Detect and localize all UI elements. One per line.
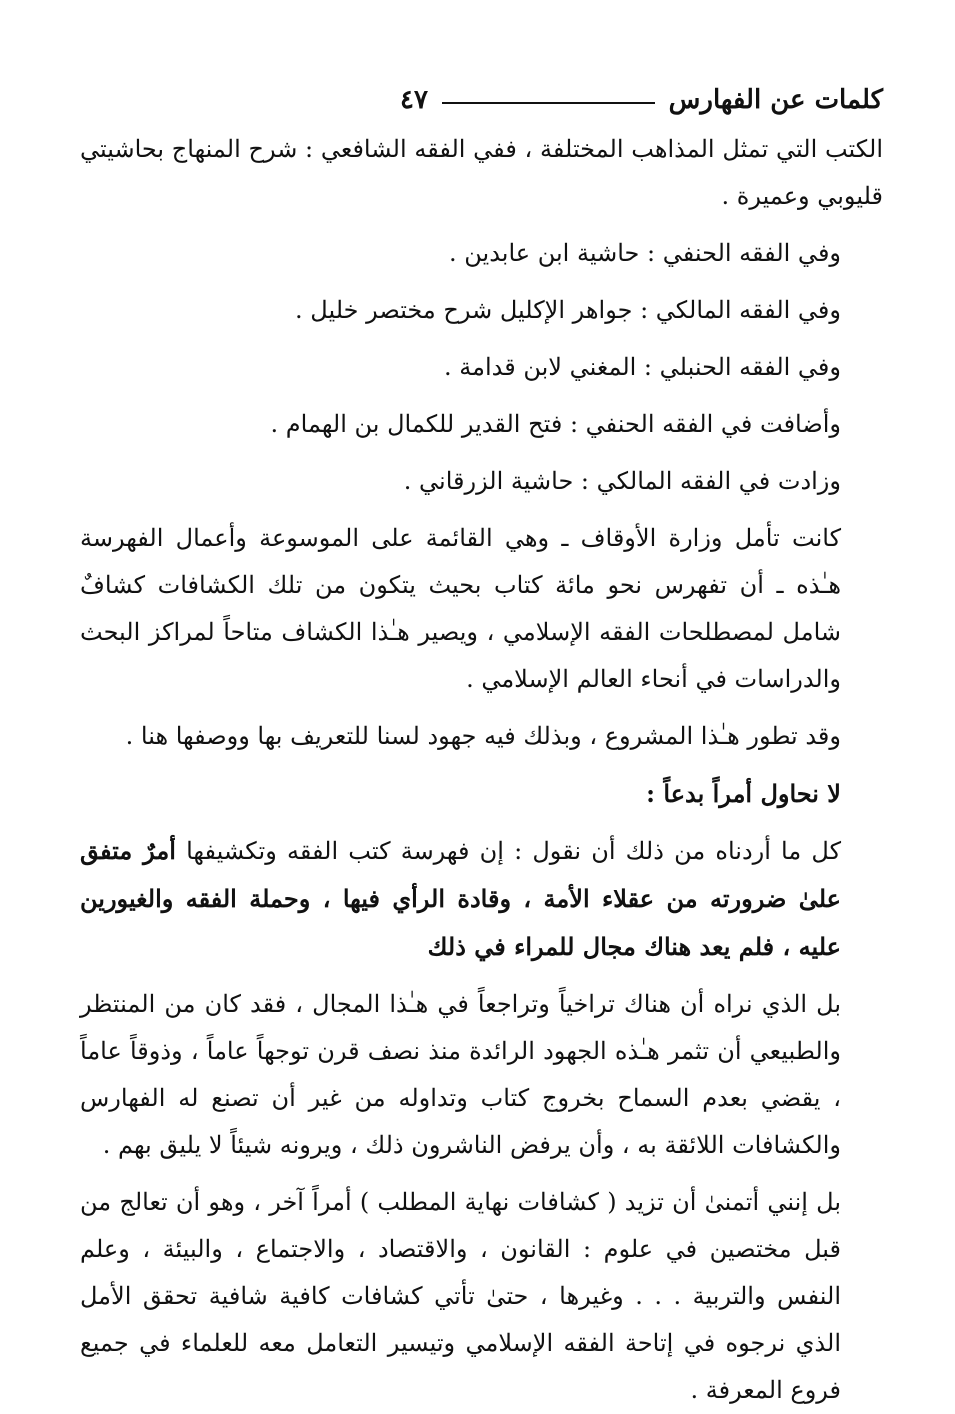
section-heading: لا نحاول أمراً بدعاً :: [646, 779, 841, 808]
running-title: كلمات عن الفهارس: [668, 85, 883, 115]
paragraph-ministry: كانت تأمل وزارة الأوقاف ـ وهي القائمة على الموسوعة وأعمال الفهرسة هـٰذه ـ أن تفهرس نحو مائة كتاب بحيث يتكون من تلك الكشافات كشافٌ شامل لمصطلحات الفقه الإسلامي ، ويصير هـٰذا الكشاف متاحاً لمراكز البحث والدراسات في أنحاء العالم الإسلامي .: [80, 524, 841, 693]
paragraph-indexing-regular: كل ما أردناه من ذلك أن نقول : إن فهرسة كتب الفقه وتكشيفها: [175, 837, 842, 865]
header-rule: [442, 102, 655, 104]
paragraph-maliki: وفي الفقه المالكي : جواهر الإكليل شرح مختصر خليل .: [295, 296, 841, 324]
paragraph-indexing-bold: أمرٌ متفق علىٰ ضرورته من عقلاء الأمة ، وقادة الرأي فيها ، وحملة الفقه والغيورين عليه ، فلم يعد هناك مجال للمراء في ذلك: [80, 836, 841, 961]
paragraph-added-maliki: وزادت في الفقه المالكي : حاشية الزرقاني .: [403, 467, 841, 495]
paragraph-decline: بل الذي نراه أن هناك تراخياً وتراجعاً في هـٰذا المجال ، فقد كان من المنتظر والطبيعي أن تثمر هـٰذه الجهود الرائدة منذ نصف قرن توجهاً عاماً ، وذوقاً عاماً ، يقضي بعدم السماح بخروج كتاب وتداوله من غير أن تصنع له الفهارس والكشافات اللائقة به ، وأن يرفض الناشرون ذلك ، ويرونه شيئاً لا يليق بهم .: [80, 990, 841, 1159]
paragraph-hanbali: وفي الفقه الحنبلي : المغني لابن قدامة .: [444, 353, 841, 381]
page-header: [80, 78, 883, 122]
paragraph-hanafi: وفي الفقه الحنفي : حاشية ابن عابدين .: [448, 239, 841, 267]
paragraph-1: الكتب التي تمثل المذاهب المختلفة ، ففي الفقه الشافعي : شرح المنهاج بحاشيتي قليوبي وعميرة .: [80, 135, 883, 210]
paragraph-added-hanafi: وأضافت في الفقه الحنفي : فتح القدير للكمال بن الهمام .: [270, 410, 841, 438]
paragraph-wish: بل إنني أتمنىٰ أن تزيد ( كشافات نهاية المطلب ) أمراً آخر ، وهو أن تعالج من قبل مختصين في علوم : القانون ، والاقتصاد ، والاجتماع ، والبيئة ، وعلم النفس والتربية . . . وغيرها ، حتىٰ تأتي كشافات كافية شافية تحقق الأمل الذي نرجوه في إتاحة الفقه الإسلامي وتيسير التعامل معه للعلماء في جميع فروع المعرفة .: [80, 1188, 841, 1404]
paragraph-indexing: [80, 827, 883, 971]
page-number: ٤٧: [400, 85, 428, 115]
paragraph-project: وقد تطور هـٰذا المشروع ، وبذلك فيه جهود لسنا للتعريف بها ووصفها هنا .: [125, 722, 841, 750]
